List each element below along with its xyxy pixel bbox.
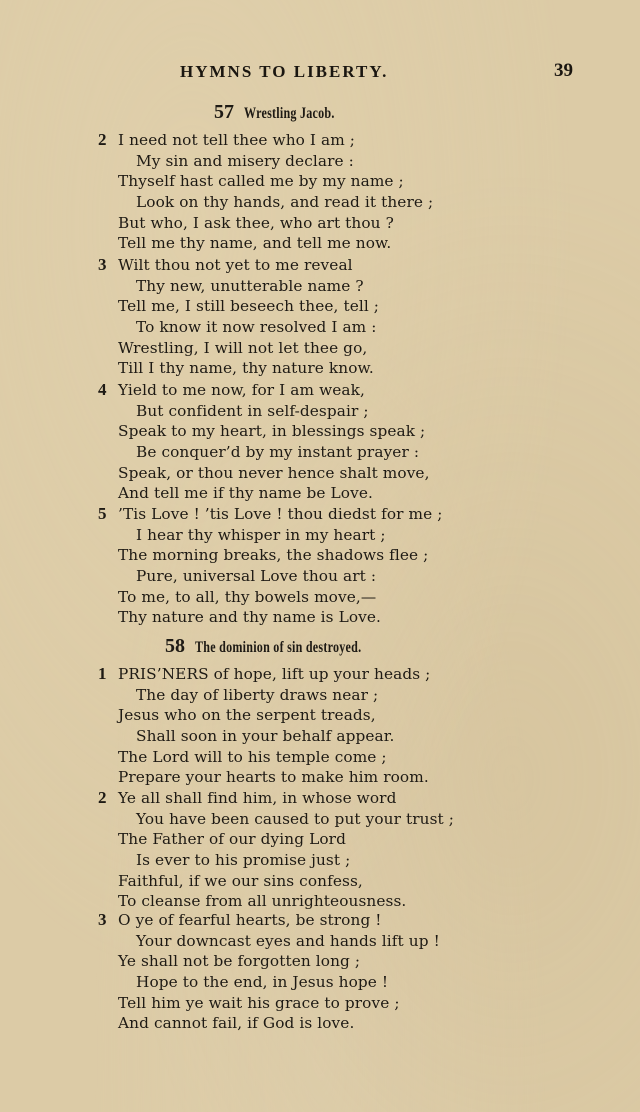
verse-line: 4 Yield to me now, for I am weak, <box>98 380 365 399</box>
verse-line: Speak, or thou never hence shalt move, <box>118 463 430 482</box>
verse-line: Ye shall not be forgotten long ; <box>118 952 361 971</box>
verse-line: Wrestling, I will not let thee go, <box>118 338 368 357</box>
stanza-57-3 <box>98 255 379 379</box>
verse-line: The Lord will to his temple come ; <box>118 747 387 766</box>
verse-line: 3 O ye of fearful hearts, be strong ! <box>98 910 382 929</box>
verse-line: 1 PRIS’NERS of hope, lift up your heads ; <box>98 664 431 683</box>
stanza-number: 2 <box>98 130 107 149</box>
verse-line: To know it now resolved I am : <box>136 318 377 337</box>
hymn-number: 57 <box>214 101 234 123</box>
verse-line: To me, to all, thy bowels move,— <box>118 587 377 606</box>
verse-line: Prepare your hearts to make him room. <box>118 768 429 787</box>
verse-line: Jesus who on the serpent treads, <box>118 706 376 725</box>
stanza-57-4 <box>98 380 430 504</box>
verse-line: 2 I need not tell thee who I am ; <box>98 130 356 149</box>
stanza-number: 3 <box>98 255 107 274</box>
verse-line: The morning breaks, the shadows flee ; <box>118 546 429 565</box>
verse-line: To cleanse from all unrighteousness. <box>118 892 407 911</box>
hymn-title-text: Wrestling Jacob. <box>244 105 335 122</box>
verse-line: Hope to the end, in Jesus hope ! <box>136 973 389 992</box>
verse-line: 5 ’Tis Love ! ’tis Love ! thou diedst for me ; <box>98 504 443 523</box>
verse-line: But who, I ask thee, who art thou ? <box>118 213 394 232</box>
verse-line: And cannot fail, if God is love. <box>118 1014 355 1033</box>
verse-line: Thy new, unutterable name ? <box>136 276 364 295</box>
stanza-58-2 <box>98 788 454 912</box>
verse-line: Tell him ye wait his grace to prove ; <box>118 993 400 1012</box>
verse-line: Look on thy hands, and read it there ; <box>136 193 434 212</box>
verse-line: And tell me if thy name be Love. <box>118 484 373 503</box>
verse-line: Shall soon in your behalf appear. <box>136 727 395 746</box>
stanza-number: 2 <box>98 788 107 807</box>
verse-line: Be conquer’d by my instant prayer : <box>136 443 420 462</box>
stanza-58-3 <box>98 910 440 1034</box>
stanza-number: 5 <box>98 504 107 523</box>
verse-line: Thyself hast called me by my name ; <box>118 172 404 191</box>
stanza-58-1 <box>98 664 430 788</box>
verse-line: Faithful, if we our sins confess, <box>118 871 363 890</box>
verse-line: Thy nature and thy name is Love. <box>118 608 382 627</box>
verse-line: Till I thy name, thy nature know. <box>118 359 374 378</box>
verse-line: The Father of our dying Lord <box>118 830 346 849</box>
verse-line: Speak to my heart, in blessings speak ; <box>118 422 426 441</box>
verse-line: Is ever to his promise just ; <box>136 851 351 870</box>
hymn-title-text: The dominion of sin destroyed. <box>195 639 362 656</box>
hymn-title-57 <box>0 101 640 124</box>
stanza-number: 1 <box>98 664 107 683</box>
verse-line: 2 Ye all shall find him, in whose word <box>98 788 397 807</box>
page-number: 39 <box>554 60 573 81</box>
stanza-number: 4 <box>98 380 107 399</box>
stanza-57-2 <box>98 130 433 254</box>
verse-line: Tell me, I still beseech thee, tell ; <box>118 297 380 316</box>
verse-line: Your downcast eyes and hands lift up ! <box>136 931 440 950</box>
verse-line: My sin and misery declare : <box>136 151 354 170</box>
hymn-title-58 <box>0 635 640 658</box>
hymn-number: 58 <box>165 635 185 657</box>
verse-line: 3 Wilt thou not yet to me reveal <box>98 255 353 274</box>
stanza-57-5 <box>98 504 442 628</box>
stanza-number: 3 <box>98 910 107 929</box>
verse-line: You have been caused to put your trust ; <box>136 809 455 828</box>
running-head: HYMNS TO LIBERTY. <box>180 62 389 81</box>
verse-line: The day of liberty draws near ; <box>136 685 379 704</box>
verse-line: I hear thy whisper in my heart ; <box>136 525 386 544</box>
verse-line: But confident in self-despair ; <box>136 401 369 420</box>
verse-line: Pure, universal Love thou art : <box>136 567 377 586</box>
verse-line: Tell me thy name, and tell me now. <box>118 234 392 253</box>
